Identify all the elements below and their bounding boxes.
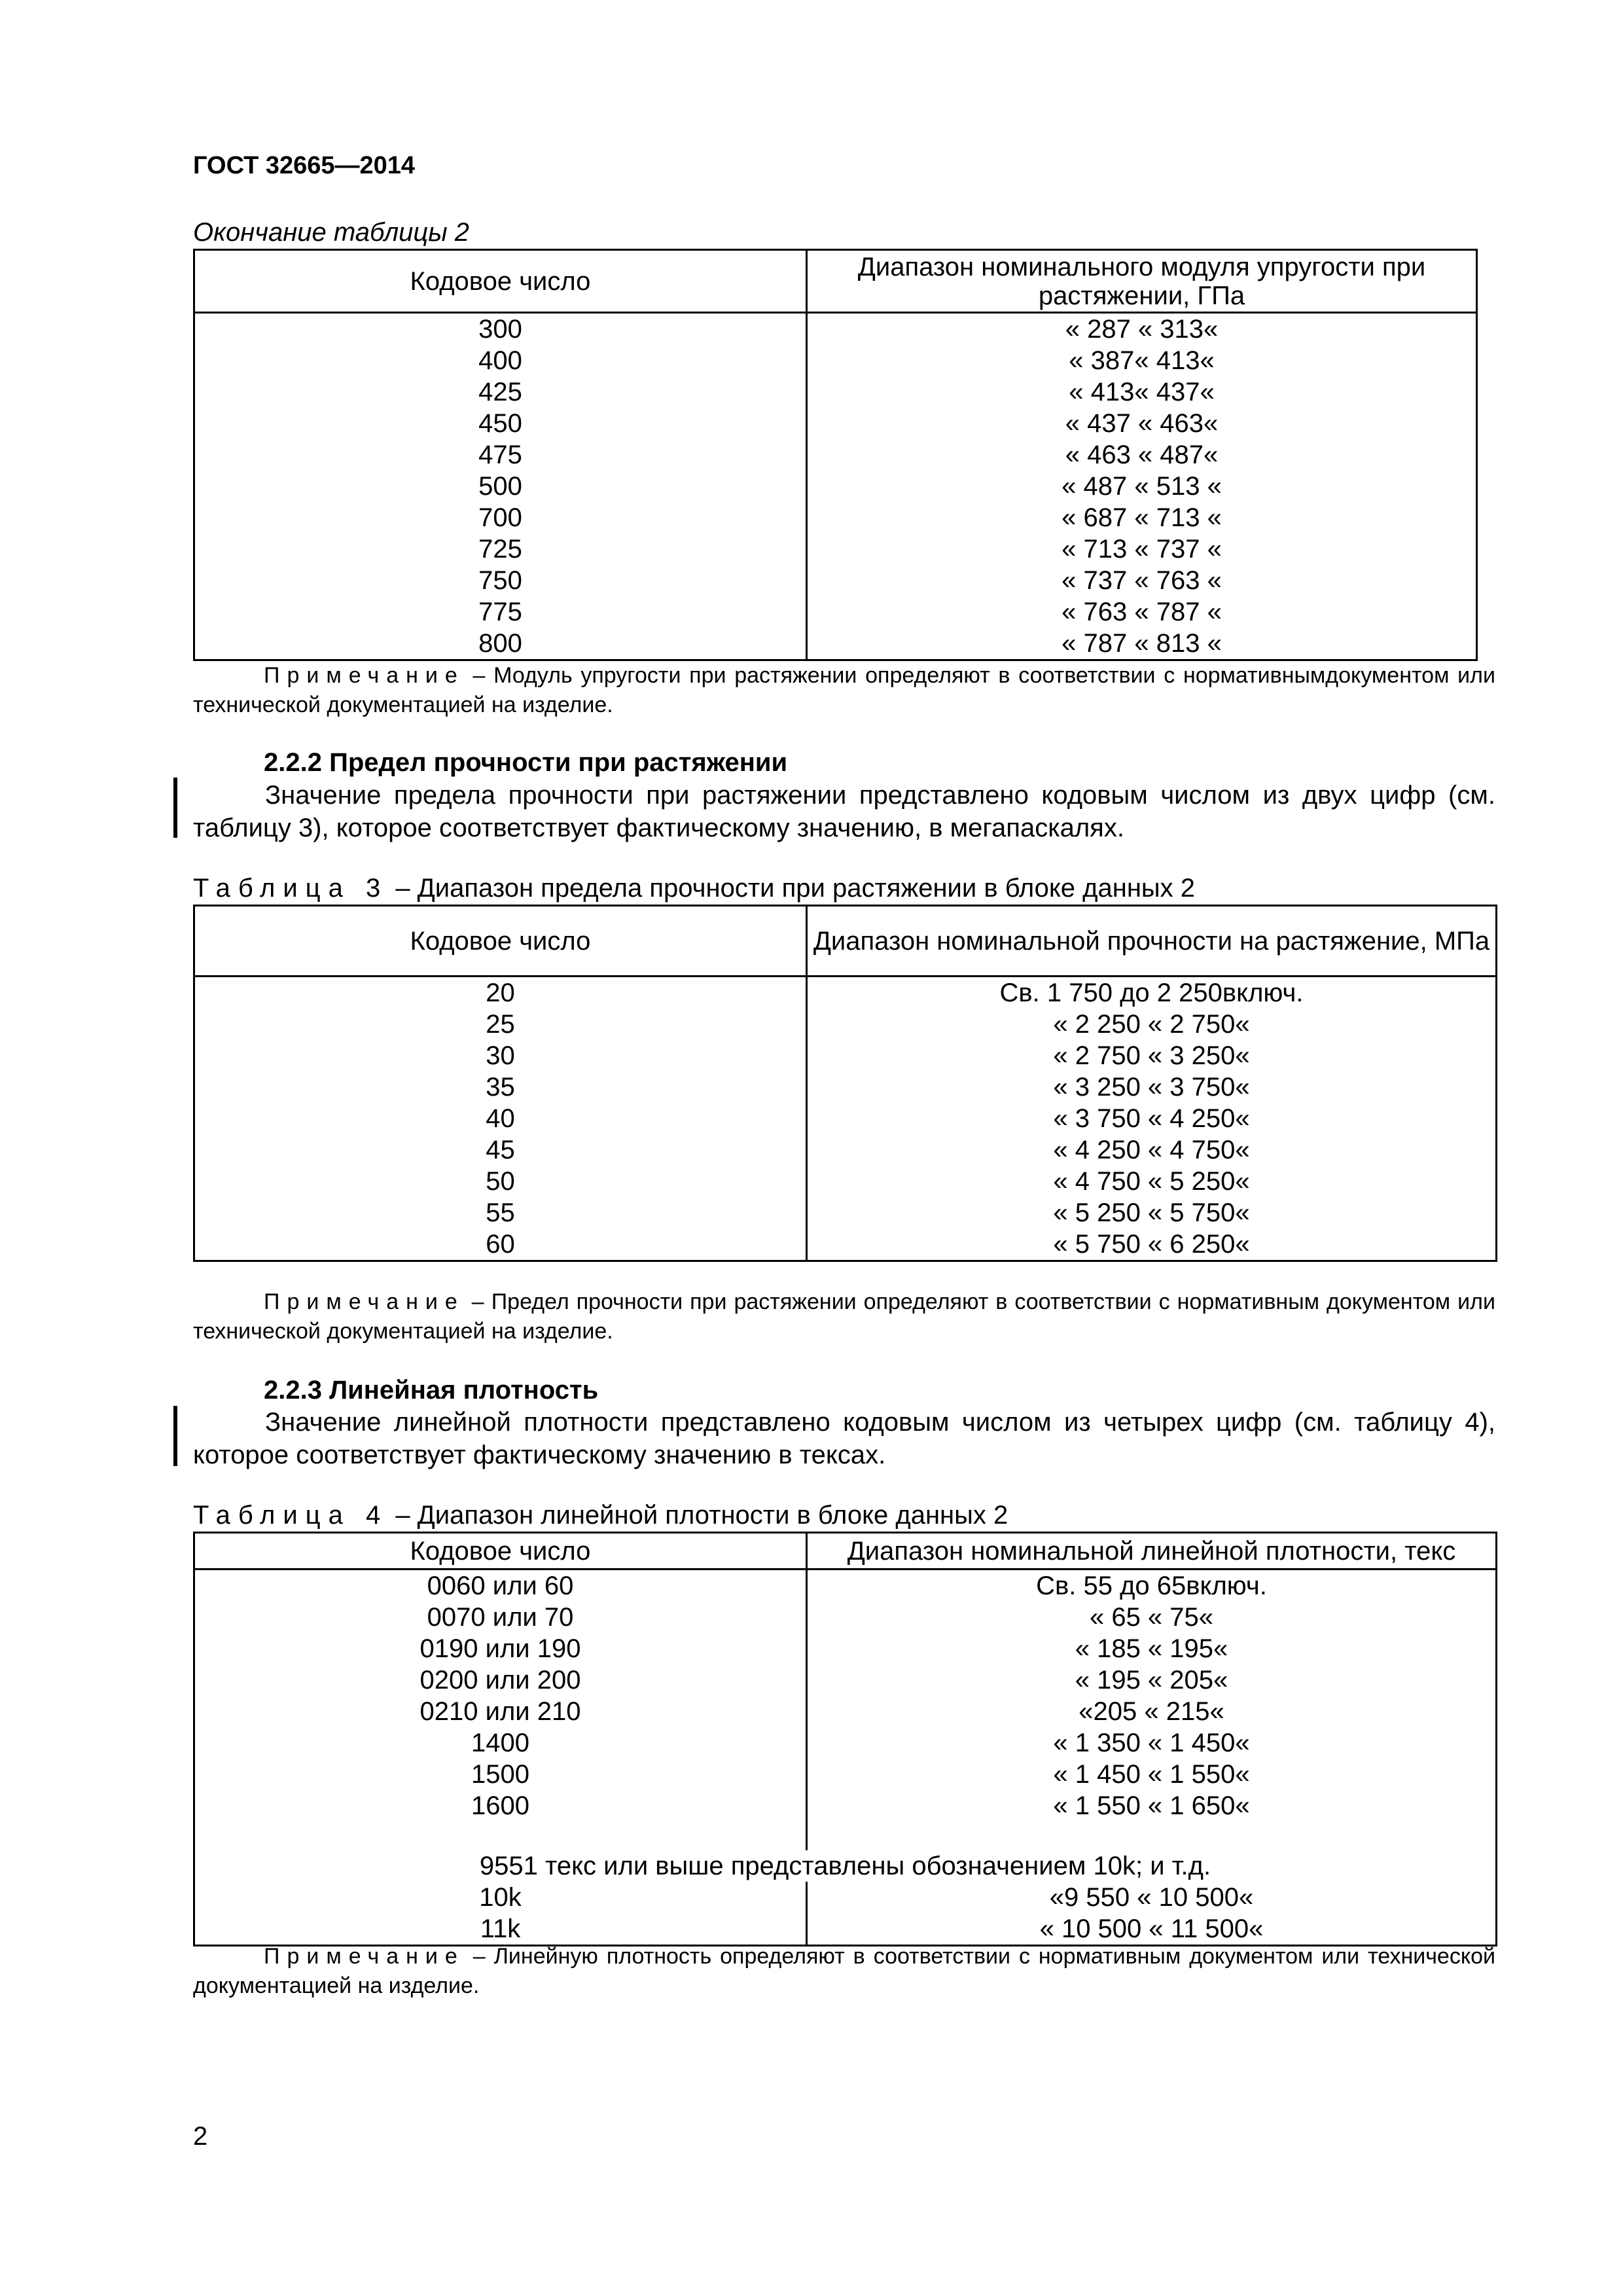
cell-range: « 463 « 487« (807, 439, 1477, 471)
cell-range: « 487 « 513 « (807, 471, 1477, 502)
table3 (193, 905, 1497, 1262)
cell-code: 500 (194, 471, 807, 502)
cell-code: 750 (194, 565, 807, 596)
cell-code: 1600 (194, 1790, 807, 1821)
cell-range: « 787 « 813 « (807, 628, 1477, 660)
table-row (194, 1882, 1497, 1913)
table-row (194, 1103, 1497, 1134)
table-row (194, 1696, 1497, 1727)
table-row (194, 1166, 1497, 1197)
cell-range: «205 « 215« (807, 1696, 1497, 1727)
cell-range: « 287 « 313« (807, 313, 1477, 346)
table-row (194, 1071, 1497, 1103)
table4-span-row (194, 1850, 1497, 1882)
cell-code: 11k (194, 1913, 807, 1946)
cell-range: « 737 « 763 « (807, 565, 1477, 596)
cell-code: 0070 или 70 (194, 1602, 807, 1633)
document-code: ГОСТ 32665—2014 (193, 152, 416, 179)
cell-range: « 1 550 « 1 650« (807, 1790, 1497, 1821)
table3-note (193, 1287, 1495, 1346)
cell-range: « 763 « 787 « (807, 596, 1477, 628)
cell-range: « 1 350 « 1 450« (807, 1727, 1497, 1759)
cell-code: 400 (194, 345, 807, 376)
table-row (194, 439, 1477, 471)
change-bar (173, 1406, 177, 1466)
cell-code: 55 (194, 1197, 807, 1229)
table-row (194, 1727, 1497, 1759)
table-row (194, 596, 1477, 628)
table-row (194, 533, 1477, 565)
table-row (194, 502, 1477, 533)
cell-code: 300 (194, 313, 807, 346)
table-row (194, 1633, 1497, 1664)
cell-range: « 437 « 463« (807, 408, 1477, 439)
cell-code: 775 (194, 596, 807, 628)
page-number: 2 (193, 2122, 208, 2151)
table2-caption: Окончание таблицы 2 (193, 218, 470, 247)
table-row (194, 565, 1477, 596)
table2-body (194, 313, 1477, 660)
cell-code: 450 (194, 408, 807, 439)
note-label: Примечание (264, 663, 465, 688)
table-row (194, 313, 1477, 346)
cell-range: « 195 « 205« (807, 1664, 1497, 1696)
table4-span-text: 9551 текс или выше представлены обозначением 10k; и т.д. (194, 1850, 1497, 1882)
cell-range: Св. 1 750 до 2 250включ. (807, 977, 1497, 1009)
cell-code: 10k (194, 1882, 807, 1913)
table-row (194, 1913, 1497, 1946)
cell-code: 0200 или 200 (194, 1664, 807, 1696)
cell-code: 40 (194, 1103, 807, 1134)
cell-code: 1500 (194, 1759, 807, 1790)
table4-header-range: Диапазон номинальной линейной плотности, текс (807, 1533, 1497, 1570)
note-text: – Модуль упругости при растяжении определяют в соответствии с нормативнымдокументом или технической документацией на изделие. (193, 663, 1495, 717)
note-label: Примечание (264, 1289, 465, 1314)
cell-code: 35 (194, 1071, 807, 1103)
table-row (194, 1821, 1497, 1850)
cell-code: 60 (194, 1229, 807, 1261)
cell-range: « 5 250 « 5 750« (807, 1197, 1497, 1229)
section-text-2-2-3: Значение линейной плотности представлено кодовым числом из четырех цифр (см. таблицу 4), которое соответствует фактическому значению в тексах. (193, 1408, 1495, 1469)
table3-caption (193, 874, 1195, 903)
table2-header-range: Диапазон номинального модуля упругости при растяжении, ГПа (807, 250, 1477, 313)
note-text: – Линейную плотность определяют в соответствии с нормативным документом или технической документацией на изделие. (193, 1944, 1495, 1998)
cell-code: 0190 или 190 (194, 1633, 807, 1664)
cell-code: 0210 или 210 (194, 1696, 807, 1727)
table4 (193, 1532, 1497, 1946)
table4-note (193, 1942, 1495, 2001)
table-row (194, 471, 1477, 502)
cell-code: 475 (194, 439, 807, 471)
table4-caption-label: Таблица 4 (193, 1501, 389, 1530)
table-row (194, 376, 1477, 408)
cell-code: 0060 или 60 (194, 1570, 807, 1602)
table-row (194, 1197, 1497, 1229)
cell-range: « 185 « 195« (807, 1633, 1497, 1664)
table3-caption-label: Таблица 3 (193, 874, 389, 903)
table3-body (194, 977, 1497, 1261)
table2-note (193, 661, 1495, 720)
cell-code: 700 (194, 502, 807, 533)
cell-code: 800 (194, 628, 807, 660)
cell-code: 25 (194, 1009, 807, 1040)
cell-code: 1400 (194, 1727, 807, 1759)
table4-caption-text: – Диапазон линейной плотности в блоке данных 2 (388, 1501, 1008, 1530)
table2-header-code: Кодовое число (194, 250, 807, 313)
table-row (194, 1602, 1497, 1633)
cell-range: « 4 250 « 4 750« (807, 1134, 1497, 1166)
cell-range: « 687 « 713 « (807, 502, 1477, 533)
table4-body-after (194, 1882, 1497, 1946)
table3-caption-text: – Диапазон предела прочности при растяжении в блоке данных 2 (388, 874, 1196, 903)
table-row (194, 977, 1497, 1009)
cell-range: « 3 250 « 3 750« (807, 1071, 1497, 1103)
table3-header-code: Кодовое число (194, 906, 807, 977)
table4-caption (193, 1501, 1008, 1530)
cell-range: « 3 750 « 4 250« (807, 1103, 1497, 1134)
table-row (194, 1009, 1497, 1040)
cell-range: « 4 750 « 5 250« (807, 1166, 1497, 1197)
section-heading-2-2-2: 2.2.2 Предел прочности при растяжении (264, 748, 788, 777)
table4-header-code: Кодовое число (194, 1533, 807, 1570)
cell-code: 20 (194, 977, 807, 1009)
table-row (194, 1040, 1497, 1071)
section-text-2-2-2: Значение предела прочности при растяжении представлено кодовым числом из двух цифр (см. таблицу 3), которое соответствует фактическому значению, в мегапаскалях. (193, 781, 1495, 842)
table-row (194, 1134, 1497, 1166)
cell-range: « 65 « 75« (807, 1602, 1497, 1633)
note-text: – Предел прочности при растяжении определяют в соответствии с нормативным документом или технической документацией на изделие. (193, 1289, 1495, 1344)
table-row (194, 1759, 1497, 1790)
cell-range: « 2 250 « 2 750« (807, 1009, 1497, 1040)
cell-range: « 10 500 « 11 500« (807, 1913, 1497, 1946)
table2 (193, 249, 1478, 661)
cell-range: Св. 55 до 65включ. (807, 1570, 1497, 1602)
cell-range: « 713 « 737 « (807, 533, 1477, 565)
section-heading-2-2-3: 2.2.3 Линейная плотность (264, 1376, 599, 1405)
table-row (194, 1790, 1497, 1821)
table-row (194, 1664, 1497, 1696)
cell-code: 725 (194, 533, 807, 565)
table-row (194, 628, 1477, 660)
table-row (194, 345, 1477, 376)
change-bar (173, 778, 177, 838)
table3-header-range: Диапазон номинальной прочности на растяжение, МПа (807, 906, 1497, 977)
cell-range: « 5 750 « 6 250« (807, 1229, 1497, 1261)
cell-range: « 2 750 « 3 250« (807, 1040, 1497, 1071)
cell-code: 50 (194, 1166, 807, 1197)
cell-range: « 1 450 « 1 550« (807, 1759, 1497, 1790)
table-row (194, 408, 1477, 439)
cell-range: «9 550 « 10 500« (807, 1882, 1497, 1913)
table-row (194, 1229, 1497, 1261)
cell-range: « 413« 437« (807, 376, 1477, 408)
table-row (194, 1570, 1497, 1602)
cell-range: « 387« 413« (807, 345, 1477, 376)
cell-code: 425 (194, 376, 807, 408)
cell-code: 30 (194, 1040, 807, 1071)
note-label: Примечание (264, 1944, 465, 1969)
cell-code: 45 (194, 1134, 807, 1166)
table4-body (194, 1570, 1497, 1822)
